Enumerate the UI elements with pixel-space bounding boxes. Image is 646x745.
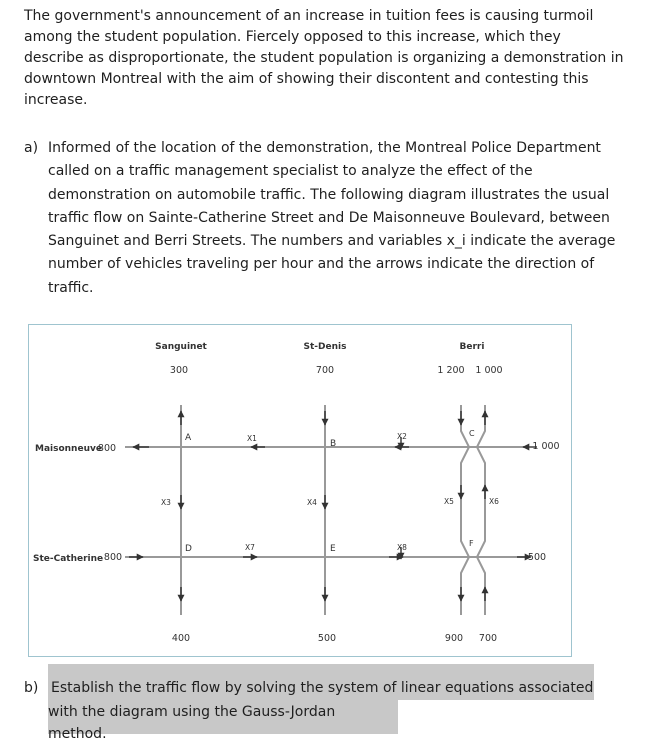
intro-paragraph: The government's announcement of an increase in tuition fees is causing turmoil among the student population. Fiercely opposed to this increase, which they describe as disproportionate, the student population is organizing a demonstration in downtown Montreal with the aim of showing their discontent and contesting this increase. [24, 8, 624, 108]
question-b-label: b) [24, 680, 39, 696]
question-a-label: a) [24, 140, 39, 156]
question-a-text: Informed of the location of the demonstration, the Montreal Police Department called on a traffic management specialist to analyze the effect of the demonstration on automobile traffic. The following diagram illustrates the usual traffic flow on Sainte-Catherine Street and De Maisonneuve Boulevard, between Sanguinet and Berri Streets. The numbers and variables x_i indicate the average number of vehicles traveling per hour and the arrows indicate the direction of traffic. [48, 140, 616, 296]
flow-berri-bottom-right: 700 [478, 633, 498, 644]
flow-maisonneuve-east: 1 000 [532, 441, 560, 452]
var-x2: X2 [397, 432, 407, 441]
street-label-st-denis: St-Denis [303, 342, 347, 352]
question-b-line-2: with the diagram using the Gauss-Jordan method. [48, 700, 398, 734]
var-x4: X4 [307, 498, 317, 507]
flow-sanguinet-top: 300 [169, 365, 189, 376]
flow-maisonneuve-west: 800 [97, 443, 117, 454]
flow-ste-catherine-east: 500 [527, 552, 547, 563]
flow-st-denis-top: 700 [315, 365, 335, 376]
question-b-line-1: Establish the traffic flow by solving the system of linear equations associated [48, 664, 594, 700]
var-x1: X1 [247, 434, 257, 443]
flow-ste-catherine-west: 800 [103, 552, 123, 563]
node-b-label: B [330, 439, 337, 449]
flow-st-denis-bottom: 500 [317, 633, 337, 644]
var-x6: X6 [489, 497, 499, 506]
berri-right-lane [477, 405, 485, 615]
var-x8: X8 [397, 543, 407, 552]
var-x5: X5 [444, 497, 454, 506]
var-x7: X7 [245, 543, 255, 552]
flow-sanguinet-bottom: 400 [171, 633, 191, 644]
question-a [24, 137, 624, 300]
node-d-label: D [185, 544, 192, 554]
flow-berri-top-right: 1 000 [475, 365, 503, 376]
berri-left-lane [461, 405, 469, 615]
street-label-ste-catherine: Ste-Catherine [33, 554, 104, 564]
flow-berri-bottom-left: 900 [444, 633, 464, 644]
node-c-label: C [469, 429, 475, 438]
var-x3: X3 [161, 498, 171, 507]
traffic-diagram-svg [29, 325, 573, 658]
flow-berri-top-left: 1 200 [437, 365, 465, 376]
node-a-label: A [185, 433, 192, 443]
node-e-label: E [330, 544, 336, 554]
street-label-maisonneuve: Maisonneuve [35, 444, 102, 454]
street-label-sanguinet: Sanguinet [155, 342, 207, 352]
street-label-berri: Berri [459, 342, 485, 352]
node-f-label: F [469, 539, 474, 548]
traffic-diagram [28, 324, 572, 657]
